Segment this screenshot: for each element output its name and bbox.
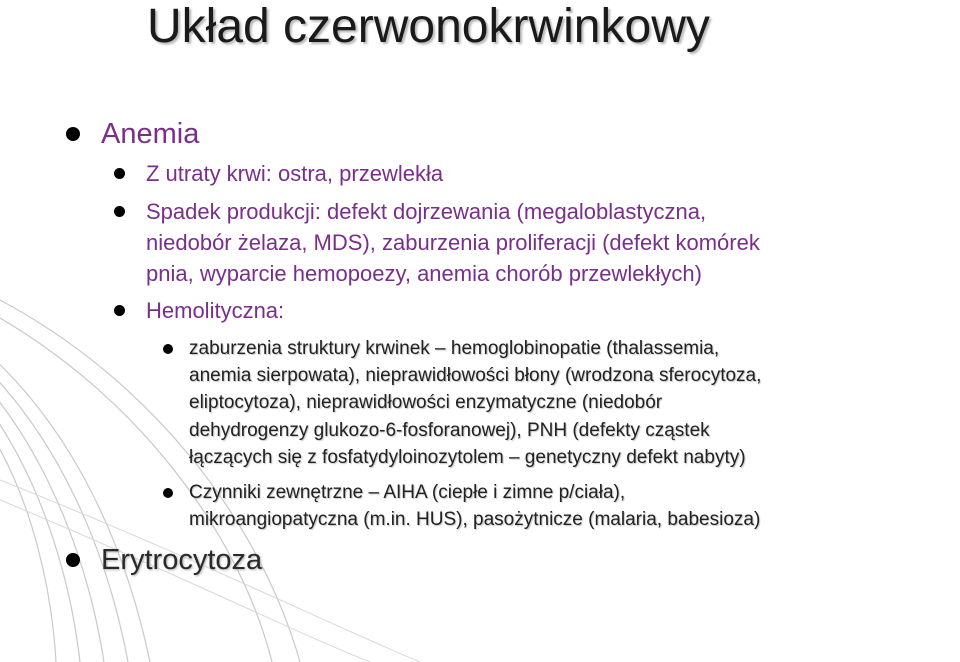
hemolytic-cause-2-line-2: mikroangiopatyczna (m.in. HUS), pasożytnicze (malaria, babesioza) (189, 509, 761, 530)
subitem-production-line-2: niedobór żelaza, MDS), zaburzenia proliferacji (defekt komórek (146, 230, 760, 255)
item-erythrocytosis: Erytrocytoza (101, 544, 263, 576)
hemolytic-cause-2-line-1: Czynniki zewnętrzne – AIHA (ciepłe i zimne p/ciała), (189, 482, 626, 503)
item-anemia: Anemia (101, 118, 200, 150)
hemolytic-cause-1-line-4: dehydrogenzy glukozo-6-fosforanowej), PNH (defekty cząstek (189, 420, 710, 441)
bullet-dot (114, 305, 125, 316)
hemolytic-cause-1-line-1: zaburzenia struktury krwinek – hemoglobinopatie (thalassemia, (189, 338, 720, 359)
hemolytic-cause-1-line-5: łączących się z fosfatydyloinozytolem – genetyczny defekt nabyty) (189, 447, 746, 468)
bullet-dot (163, 488, 173, 498)
bullet-dot (66, 127, 80, 141)
subitem-production-line-1: Spadek produkcji: defekt dojrzewania (megaloblastyczna, (146, 199, 707, 224)
slide-title: Układ czerwonokrwinkowy (147, 0, 710, 53)
subitem-hemolytic: Hemolityczna: (146, 298, 285, 323)
hemolytic-cause-1-line-3: eliptocytoza), nieprawidłowości enzymatyczne (niedobór (189, 392, 663, 413)
subitem-production-line-3: pnia, wyparcie hemopoezy, anemia chorób przewlekłych) (146, 261, 702, 286)
bullet-dot (114, 168, 125, 179)
subitem-blood-loss: Z utraty krwi: ostra, przewlekła (146, 161, 444, 186)
bullet-dot (66, 553, 80, 567)
bullet-dot (114, 206, 125, 217)
bullet-dot (163, 344, 173, 354)
hemolytic-cause-1-line-2: anemia sierpowata), nieprawidłowości błony (wrodzona sferocytoza, (189, 365, 762, 386)
